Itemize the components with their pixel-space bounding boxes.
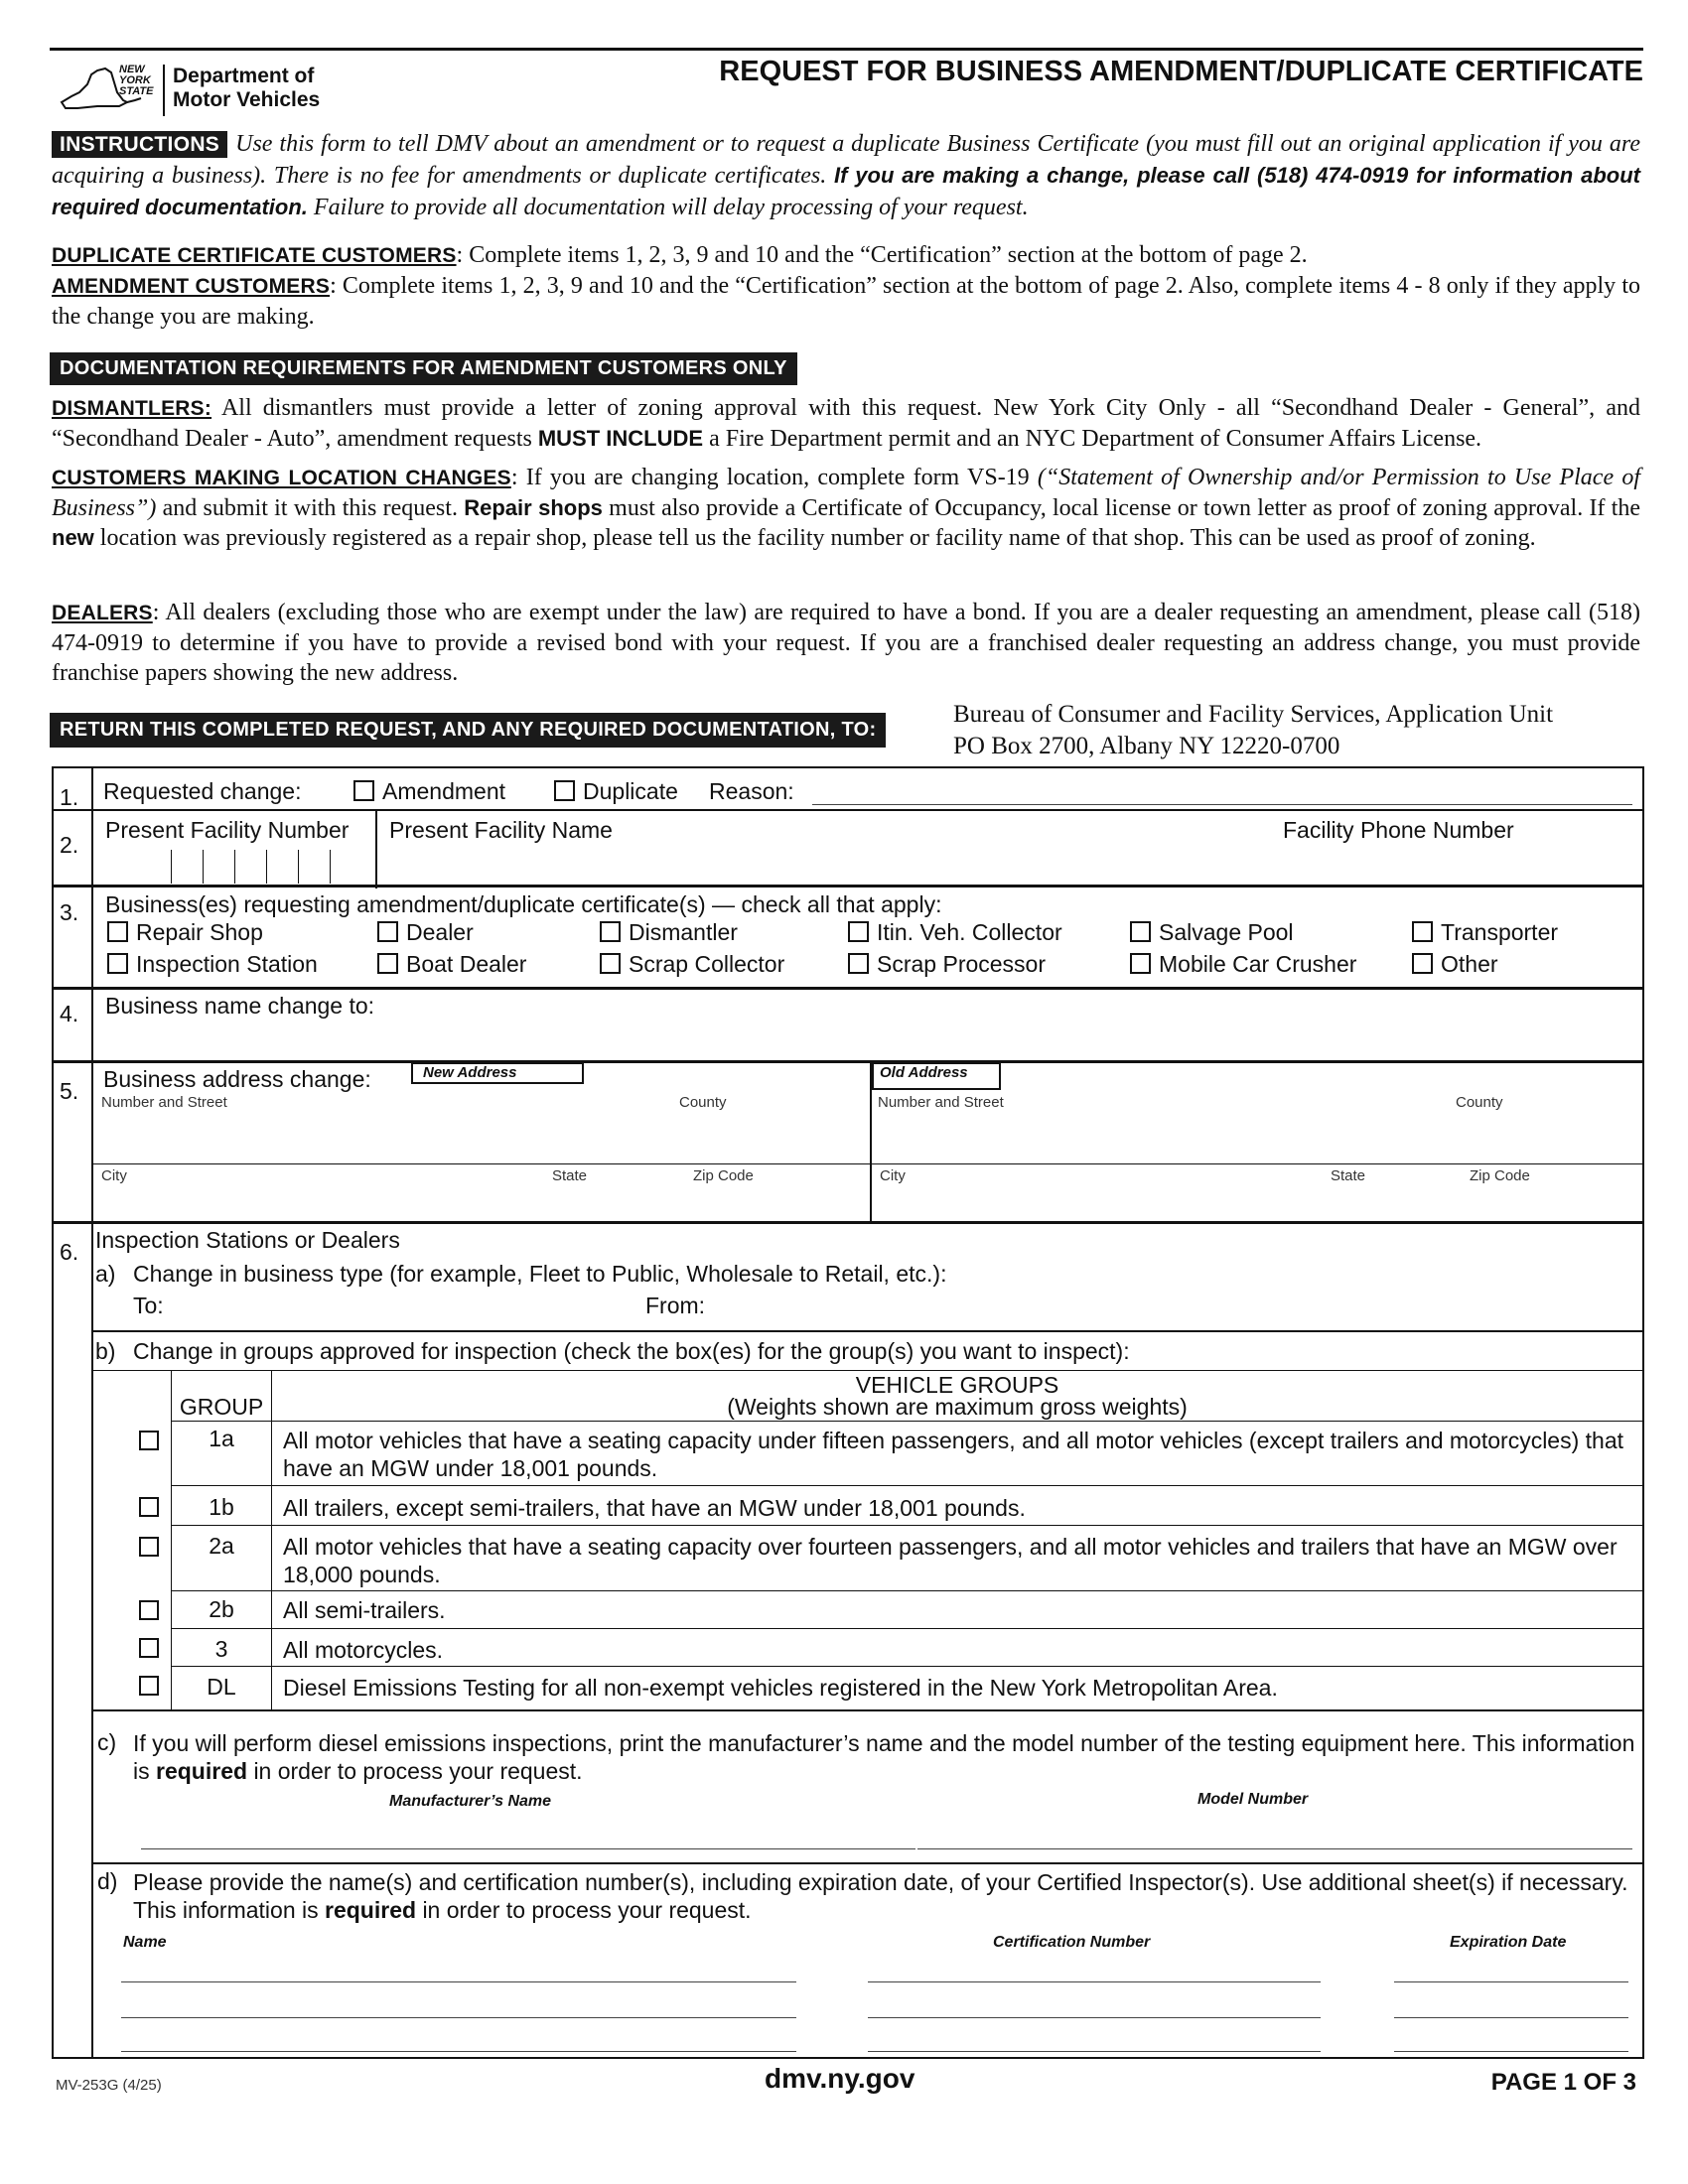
scrap-processor-label: Scrap Processor (877, 951, 1047, 977)
option-itin-veh-collector[interactable] (848, 919, 1062, 946)
item-6d-text-1: Please provide the name(s) and certification number(s), including expiration date, of your Certified Inspector(s). Use additional sheet(s) if necessary. This information is (133, 1869, 1628, 1923)
location-bold-1: Repair shops (464, 495, 603, 520)
dismantlers-paragraph (52, 393, 1640, 454)
reason-field[interactable] (812, 804, 1632, 805)
dept-line-2: Motor Vehicles (173, 88, 321, 111)
group-2b-checkbox[interactable] (139, 1600, 159, 1620)
dealers-label: DEALERS (52, 602, 153, 624)
customer-instructions (52, 240, 1640, 332)
group-1a-checkbox[interactable] (139, 1431, 159, 1450)
return-address-line-1: Bureau of Consumer and Facility Services, Application Unit (953, 701, 1554, 728)
group-column-header: GROUP (179, 1394, 264, 1420)
location-text-3: must also provide a Certificate of Occupancy, local license or town letter as proof of zoning approval. If the (609, 495, 1641, 521)
option-scrap-collector[interactable] (600, 951, 784, 978)
option-other[interactable] (1412, 951, 1498, 978)
new-address-tag: New Address (411, 1062, 584, 1084)
present-facility-name-label: Present Facility Name (389, 817, 613, 843)
website: dmv.ny.gov (765, 2063, 915, 2094)
repair-shop-checkbox[interactable] (107, 921, 128, 942)
expiration-date-label: Expiration Date (1450, 1934, 1567, 1951)
model-number-label: Model Number (1197, 1791, 1309, 1808)
business-type-row-2 (107, 951, 1636, 981)
repair-shop-label: Repair Shop (136, 919, 263, 945)
form-id: MV-253G (4/25) (56, 2077, 162, 2094)
dismantler-label: Dismantler (629, 919, 738, 945)
page-number: PAGE 1 OF 3 (1490, 2069, 1636, 2096)
scrap-collector-checkbox[interactable] (600, 953, 621, 974)
itin-veh-collector-checkbox[interactable] (848, 921, 869, 942)
dismantlers-label: DISMANTLERS: (52, 397, 212, 420)
facility-number-field[interactable] (99, 844, 365, 884)
location-text-1: : If you are changing location, complete form VS-19 (510, 465, 1030, 490)
facility-phone-number-label: Facility Phone Number (1283, 817, 1514, 843)
boat-dealer-label: Boat Dealer (406, 951, 527, 977)
instructions-text-1: Use this form to tell DMV about an amendment or to request a duplicate Business Certificate (you must fill out an original application if you are acquiring a business). There is no fee for amendments or duplicate certificates. (52, 131, 1640, 189)
new-state-label: State (552, 1167, 588, 1184)
duplicate-checkbox[interactable] (554, 780, 575, 801)
return-address (953, 699, 1553, 762)
new-zip-label: Zip Code (693, 1167, 754, 1184)
other-label: Other (1441, 951, 1498, 977)
option-repair-shop[interactable] (107, 919, 263, 946)
group-2a-checkbox[interactable] (139, 1537, 159, 1557)
group-1a-description: All motor vehicles that have a seating capacity under fifteen passengers, and all motor vehicles (except trailers and motorcycles) that have an MGW under 18,001 pounds. (283, 1428, 1624, 1481)
group-dl-description: Diesel Emissions Testing for all non-exempt vehicles registered in the New York Metropolitan Area. (283, 1675, 1278, 1701)
ny-state-logo (58, 63, 167, 114)
group-1a-code: 1a (209, 1426, 234, 1451)
amendment-customers-text: : Complete items 1, 2, 3, 9 and 10 and the “Certification” section at the bottom of page 2. Also, complete items 4 - 8 only if they apply to the change you are making. (52, 273, 1640, 330)
header (50, 48, 1643, 120)
requested-change-label: Requested change: (103, 778, 302, 804)
item-1-row (103, 778, 302, 805)
business-type-from-label: From: (645, 1293, 706, 1318)
group-2b-description: All semi-trailers. (283, 1597, 446, 1623)
business-types-label: Business(es) requesting amendment/duplicate certificate(s) — check all that apply: (105, 891, 942, 917)
model-number-field[interactable] (917, 1848, 1632, 1849)
expiration-date-field-2[interactable] (1394, 2017, 1628, 2018)
new-city-label: City (101, 1167, 127, 1184)
location-changes-paragraph (52, 463, 1640, 553)
business-type-to-label: To: (133, 1293, 164, 1318)
old-city-field[interactable] (876, 1185, 1640, 1217)
instructions-block (52, 129, 1640, 223)
dealer-checkbox[interactable] (377, 921, 398, 942)
department-name (173, 65, 320, 112)
salvage-pool-label: Salvage Pool (1159, 919, 1294, 945)
transporter-checkbox[interactable] (1412, 921, 1433, 942)
group-1b-checkbox[interactable] (139, 1497, 159, 1517)
item-6b-text: Change in groups approved for inspection (check the box(es) for the group(s) you want to inspect): (133, 1338, 1130, 1364)
business-name-change-label: Business name change to: (105, 993, 375, 1019)
certification-number-field-2[interactable] (868, 2017, 1321, 2018)
old-county-label: County (1456, 1094, 1503, 1111)
dealers-paragraph (52, 598, 1640, 688)
location-italic: (“Statement of Ownership and/or Permission to Use Place of Business”) (52, 465, 1640, 521)
form-title: REQUEST FOR BUSINESS AMENDMENT/DUPLICATE CERTIFICATE (719, 56, 1643, 87)
duplicate-customers-text: : Complete items 1, 2, 3, 9 and 10 and the “Certification” section at the bottom of page 2. (456, 242, 1308, 268)
itin-veh-collector-label: Itin. Veh. Collector (877, 919, 1062, 945)
location-bold-2: new (52, 525, 94, 550)
item-4-number: 4. (60, 1001, 79, 1026)
option-mobile-car-crusher[interactable] (1130, 951, 1356, 978)
group-dl-code: DL (207, 1674, 236, 1700)
boat-dealer-checkbox[interactable] (377, 953, 398, 974)
instructions-text-3: Failure to provide all documentation will delay processing of your request. (313, 195, 1029, 220)
logo-line-3: STATE (119, 85, 154, 97)
inspection-station-checkbox[interactable] (107, 953, 128, 974)
amendment-option-label: Amendment (382, 778, 506, 804)
new-street-field[interactable] (99, 1114, 864, 1160)
location-changes-label: CUSTOMERS MAKING LOCATION CHANGES (52, 467, 511, 489)
option-inspection-station[interactable] (107, 951, 318, 978)
option-dealer[interactable] (377, 919, 474, 946)
item-3-number: 3. (60, 899, 79, 925)
scrap-processor-checkbox[interactable] (848, 953, 869, 974)
dismantlers-text-2: a Fire Department permit and an NYC Department of Consumer Affairs License. (709, 426, 1482, 452)
old-zip-label: Zip Code (1470, 1167, 1530, 1184)
item-6a-label: a) (95, 1261, 116, 1287)
old-number-street-label: Number and Street (878, 1094, 1004, 1111)
option-boat-dealer[interactable] (377, 951, 526, 978)
instructions-label: INSTRUCTIONS (52, 131, 227, 158)
new-number-street-label: Number and Street (101, 1094, 227, 1111)
return-header: RETURN THIS COMPLETED REQUEST, AND ANY REQUIRED DOCUMENTATION, TO: (50, 713, 886, 748)
dismantlers-bold: MUST INCLUDE (537, 426, 704, 451)
item-5-number: 5. (60, 1078, 79, 1104)
dept-line-1: Department of (173, 65, 315, 87)
item-6b-label: b) (95, 1338, 116, 1364)
return-address-line-2: PO Box 2700, Albany NY 12220-0700 (953, 733, 1340, 759)
item-6-number: 6. (60, 1239, 79, 1265)
dealers-text: : All dealers (excluding those who are exempt under the law) are required to have a bond. If you are a dealer requesting an amendment, please call (518) 474-0919 to determine if you have to provide a revised bond with your request. If you are a franchised dealer requesting an address change, you must provide franchise papers showing the new address. (52, 600, 1640, 686)
old-address-tag: Old Address (872, 1062, 1001, 1090)
expiration-date-field-1[interactable] (1394, 1981, 1628, 1982)
group-2a-code: 2a (209, 1533, 234, 1559)
duplicate-customers-label: DUPLICATE CERTIFICATE CUSTOMERS (52, 244, 457, 267)
logo-line-1: NEW (119, 64, 145, 75)
option-salvage-pool[interactable] (1130, 919, 1294, 946)
option-transporter[interactable] (1412, 919, 1558, 946)
group-1b-description: All trailers, except semi-trailers, that have an MGW under 18,001 pounds. (283, 1495, 1026, 1521)
item-6d-text (133, 1868, 1636, 1924)
inspection-station-label: Inspection Station (136, 951, 318, 977)
reason-label: Reason: (709, 778, 794, 804)
dismantler-checkbox[interactable] (600, 921, 621, 942)
item-6c-required: required (156, 1758, 248, 1784)
vehicle-groups-header (272, 1374, 1642, 1418)
dealer-label: Dealer (406, 919, 474, 945)
group-1b-code: 1b (209, 1494, 234, 1520)
item-6c-text-2: in order to process your request. (253, 1758, 583, 1784)
item-6a-text: Change in business type (for example, Fleet to Public, Wholesale to Retail, etc.): (133, 1261, 947, 1287)
new-county-label: County (679, 1094, 727, 1111)
manufacturer-name-label: Manufacturer’s Name (389, 1793, 552, 1810)
certification-number-field-1[interactable] (868, 1981, 1321, 1982)
business-address-change-label: Business address change: (103, 1066, 371, 1092)
inspector-name-field-3[interactable] (121, 2051, 796, 2052)
group-2b-code: 2b (209, 1596, 234, 1622)
business-type-row-1 (107, 919, 1636, 949)
present-facility-number-label: Present Facility Number (105, 817, 350, 843)
business-name-change-field[interactable] (99, 1023, 1638, 1056)
group-2a-description: All motor vehicles that have a seating capacity over fourteen passengers, and all motor vehicles and trailers that have an MGW over 18,000 pounds. (283, 1534, 1618, 1587)
vehicle-groups-weights-note: (Weights shown are maximum gross weights) (727, 1394, 1188, 1420)
expiration-date-field-3[interactable] (1394, 2051, 1628, 2052)
new-city-field[interactable] (99, 1185, 864, 1217)
item-6c-text-1: If you will perform diesel emissions inspections, print the manufacturer’s name and the model number of the testing equipment here. This information is (133, 1730, 1635, 1784)
mobile-car-crusher-checkbox[interactable] (1130, 953, 1151, 974)
item-6d-required: required (325, 1897, 417, 1923)
inspector-name-label: Name (123, 1934, 167, 1951)
item-6d-text-2: in order to process your request. (422, 1897, 752, 1923)
old-state-label: State (1331, 1167, 1366, 1184)
salvage-pool-checkbox[interactable] (1130, 921, 1151, 942)
manufacturer-name-field[interactable] (141, 1848, 915, 1849)
dismantlers-text-1: All dismantlers must provide a letter of zoning approval with this request. New York City Only - all “Secondhand Dealer - General”, and “Secondhand Dealer - Auto”, amendment requests (52, 395, 1640, 452)
scrap-collector-label: Scrap Collector (629, 951, 785, 977)
option-scrap-processor[interactable] (848, 951, 1046, 978)
inspector-name-field-1[interactable] (121, 1981, 796, 1982)
old-city-label: City (880, 1167, 906, 1184)
documentation-header: DOCUMENTATION REQUIREMENTS FOR AMENDMENT CUSTOMERS ONLY (50, 352, 797, 385)
certification-number-field-3[interactable] (868, 2051, 1321, 2052)
amendment-customers-label: AMENDMENT CUSTOMERS (52, 275, 331, 298)
vehicle-groups-title: VEHICLE GROUPS (855, 1372, 1059, 1398)
group-3-checkbox[interactable] (139, 1638, 159, 1658)
instructions-text-2: If you are making a change, please call (518) 474-0919 for information about required documentation. (52, 163, 1640, 219)
old-street-field[interactable] (876, 1114, 1640, 1160)
item-6c-text (133, 1729, 1636, 1785)
certification-number-label: Certification Number (993, 1934, 1151, 1951)
logo-line-2: YORK (119, 74, 151, 86)
transporter-label: Transporter (1441, 919, 1559, 945)
item-6c-label: c) (97, 1729, 117, 1755)
mobile-car-crusher-label: Mobile Car Crusher (1159, 951, 1357, 977)
inspector-name-field-2[interactable] (121, 2017, 796, 2018)
item-2-number: 2. (60, 832, 79, 858)
location-text-2: and submit it with this request. (162, 495, 458, 521)
business-type-from-field[interactable] (715, 1289, 1628, 1320)
amendment-option[interactable] (353, 778, 505, 805)
duplicate-option[interactable] (554, 778, 678, 805)
amendment-checkbox[interactable] (353, 780, 374, 801)
item-6d-label: d) (97, 1868, 118, 1894)
item-1-number: 1. (60, 784, 79, 810)
business-type-to-field[interactable] (175, 1289, 632, 1320)
item-6-title: Inspection Stations or Dealers (95, 1227, 400, 1253)
location-text-4: location was previously registered as a repair shop, please tell us the facility number or facility name of that shop. This can be used as proof of zoning. (99, 525, 1536, 551)
group-3-code: 3 (214, 1636, 228, 1662)
other-checkbox[interactable] (1412, 953, 1433, 974)
group-3-description: All motorcycles. (283, 1637, 444, 1663)
group-dl-checkbox[interactable] (139, 1676, 159, 1696)
option-dismantler[interactable] (600, 919, 738, 946)
duplicate-option-label: Duplicate (583, 778, 678, 804)
